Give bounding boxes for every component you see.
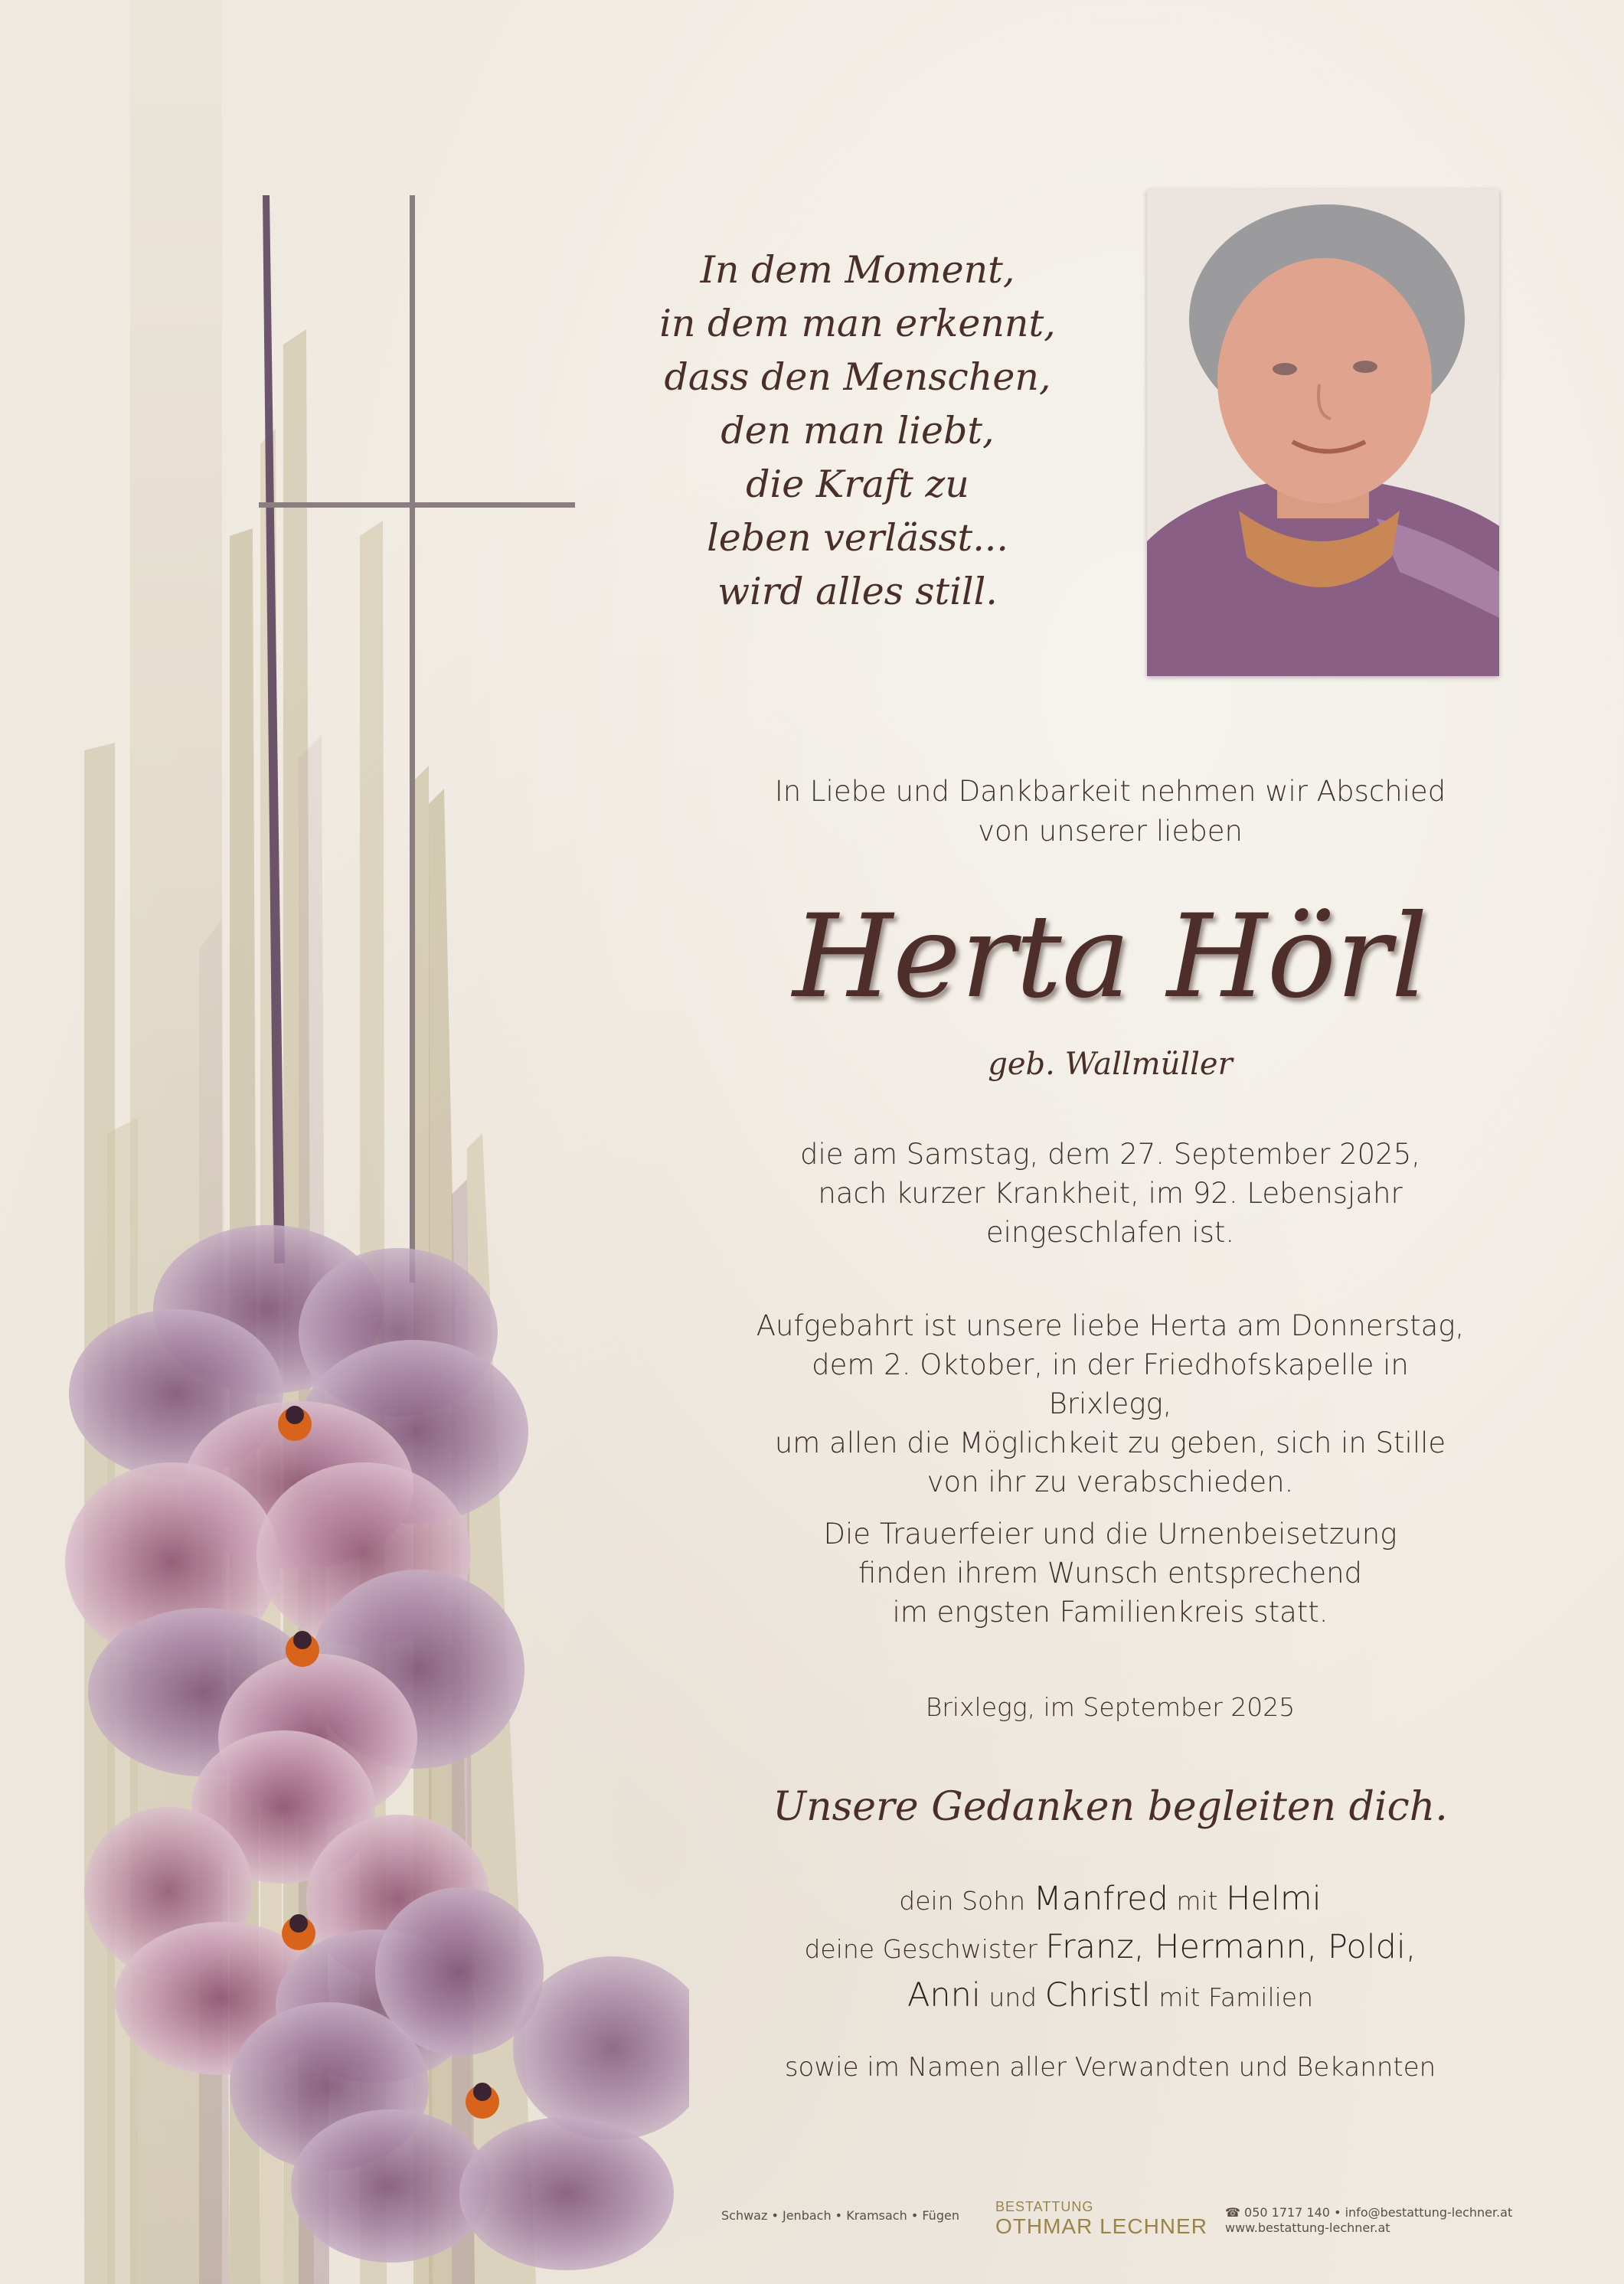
poem-line: in dem man erkennt, bbox=[659, 302, 1056, 345]
wake-line: dem 2. Oktober, in der Friedhofskapelle in Brixlegg, bbox=[812, 1348, 1409, 1420]
poem-line: die Kraft zu bbox=[746, 462, 969, 506]
floral-decoration bbox=[0, 0, 689, 2284]
footer-locations: Schwaz • Jenbach • Kramsach • Fügen bbox=[721, 2208, 959, 2223]
closing-line: Unsere Gedanken begleiten dich. bbox=[773, 1784, 1448, 1830]
intro-line: In Liebe und Dankbarkeit nehmen wir Abschied bbox=[774, 775, 1446, 808]
deceased-name: Herta Hörl bbox=[792, 890, 1428, 1024]
death-line: die am Samstag, dem 27. September 2025, bbox=[799, 1138, 1420, 1171]
contact-website[interactable]: www.bestattung-lechner.at bbox=[1225, 2220, 1390, 2235]
brand-name: OTHMAR LECHNER bbox=[995, 2214, 1207, 2238]
funeral-notice bbox=[750, 1514, 1470, 1632]
wake-line: um allen die Möglichkeit zu geben, sich in Stille bbox=[774, 1426, 1446, 1459]
funeral-line: Die Trauerfeier und die Urnenbeisetzung bbox=[823, 1518, 1397, 1550]
mourner-names: Franz, Hermann, Poldi, bbox=[1045, 1928, 1417, 1966]
mourner-row bbox=[750, 1924, 1470, 1972]
place-date: Brixlegg, im September 2025 bbox=[925, 1692, 1296, 1722]
relation-label: dein Sohn bbox=[899, 1886, 1026, 1916]
poem-line: In dem Moment, bbox=[700, 248, 1015, 292]
mourner-name: Manfred bbox=[1033, 1880, 1168, 1918]
connector: und bbox=[988, 1982, 1037, 2012]
connector: mit bbox=[1176, 1886, 1218, 1916]
mourner-row bbox=[750, 1876, 1470, 1924]
wake-line: Aufgebahrt ist unsere liebe Herta am Donnerstag, bbox=[756, 1309, 1465, 1342]
relation-suffix: mit Familien bbox=[1158, 1982, 1314, 2012]
wake-line: von ihr zu verabschieden. bbox=[926, 1465, 1294, 1498]
footer-brand bbox=[995, 2199, 1207, 2245]
funeral-line: finden ihrem Wunsch entsprechend bbox=[858, 1557, 1363, 1590]
mourners-list bbox=[750, 1876, 1470, 2021]
poem-line: leben verlässt... bbox=[707, 516, 1008, 560]
intro-text bbox=[750, 772, 1470, 851]
mourner-row bbox=[750, 1972, 1470, 2021]
poem-line: dass den Menschen, bbox=[664, 355, 1051, 399]
mourner-name: Helmi bbox=[1226, 1880, 1322, 1918]
funeral-line: im engsten Familienkreis statt. bbox=[892, 1596, 1328, 1629]
regards-line: sowie im Namen aller Verwandten und Bekannten bbox=[784, 2052, 1436, 2083]
contact-phone-email[interactable]: ☎ 050 1717 140 • info@bestattung-lechner.at bbox=[1225, 2205, 1513, 2220]
poem bbox=[620, 243, 1095, 619]
wake-notice bbox=[750, 1306, 1470, 1501]
mourner-name: Anni bbox=[907, 1976, 981, 2014]
footer-contact bbox=[1225, 2205, 1512, 2251]
death-line: eingeschlafen ist. bbox=[985, 1216, 1235, 1249]
death-line: nach kurzer Krankheit, im 92. Lebensjahr bbox=[818, 1177, 1403, 1210]
death-notice bbox=[750, 1135, 1470, 1252]
birth-name: geb. Wallmüller bbox=[988, 1047, 1233, 1082]
brand-top: BESTATTUNG bbox=[995, 2199, 1094, 2214]
poem-line: den man liebt, bbox=[721, 409, 995, 453]
portrait-photo bbox=[1147, 189, 1499, 676]
poem-line: wird alles still. bbox=[717, 570, 998, 613]
relation-label: deine Geschwister bbox=[804, 1934, 1037, 1964]
mourner-name: Christl bbox=[1044, 1976, 1151, 2014]
intro-line: von unserer lieben bbox=[978, 815, 1243, 848]
